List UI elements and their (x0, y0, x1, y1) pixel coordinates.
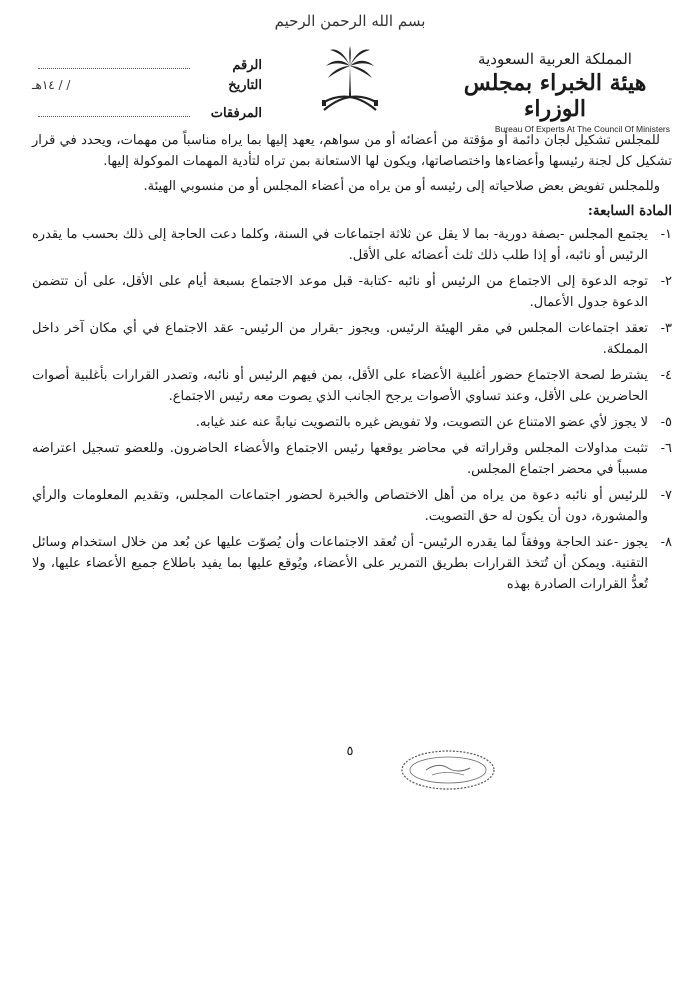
item-text: توجه الدعوة إلى الاجتماع من الرئيس أو نائبه -كتابة- قبل موعد الاجتماع بسبعة أيام على الأقل، على أن تتضمن الدعوة جدول الأعمال. (32, 274, 648, 310)
ref-number-label: الرقم (232, 58, 262, 73)
paragraph: للمجلس تشكيل لجان دائمة أو مؤقتة من أعضائه أو من سواهم، يعهد إليها بما يراه مناسباً من مهمات، ويحدد في قرار تشكيل كل لجنة رئيسها وأعضاءها واختصاصاتها، ويكون لها الاستعانة بمن تراه لتأدية المهمات الموكولة إليها. (32, 133, 672, 169)
item-text: يجتمع المجلس -بصفة دورية- بما لا يقل عن ثلاثة اجتماعات في السنة، وكلما دعت الحاجة إلى ذلك بحسب ما يقدره الرئيس أو نائبه، أو إذا طلب ذلك ثلث أعضائه على الأقل. (32, 227, 648, 263)
item-number: ٦- (660, 441, 672, 456)
ref-number-blank (38, 54, 190, 69)
list-item (32, 365, 672, 407)
official-stamp-icon (398, 748, 498, 792)
list-item (32, 318, 672, 360)
ref-attachments-blank (38, 102, 190, 117)
item-text: تثبت مداولات المجلس وقراراته في محاضر يوقعها رئيس الاجتماع والأعضاء الحاضرون. وللعضو تسجيل اعتراضه مسبباً في محضر اجتماع المجلس. (32, 441, 648, 477)
ref-attachments-label: المرفقات (210, 106, 262, 121)
ref-date-value: / / ١٤هـ (32, 78, 71, 92)
ref-number-row (32, 54, 262, 78)
saudi-emblem-icon (318, 44, 382, 116)
item-text: لا يجوز لأي عضو الامتناع عن التصويت، ولا تفويض غيره بالتصويت نيابةً عنه عند غيابه. (195, 415, 648, 430)
list-item (32, 224, 672, 266)
item-number: ١- (660, 227, 672, 242)
item-text: للرئيس أو نائبه دعوة من يراه من أهل الاختصاص والخبرة لحضور اجتماعات المجلس، وتقديم المعلومات والرأي والمشورة، دون أن يكون له حق التصويت. (32, 488, 648, 524)
organization-letterhead (440, 50, 670, 134)
list-item (32, 532, 672, 595)
ref-attachments-row (32, 102, 262, 126)
ref-date-row (32, 78, 262, 102)
item-number: ٥- (660, 415, 672, 430)
paragraph: وللمجلس تفويض بعض صلاحياته إلى رئيسه أو من يراه من أعضاء المجلس أو من منسوبي الهيئة. (143, 179, 660, 194)
item-text: يجوز -عند الحاجة ووفقاً لما يقدره الرئيس- أن تُعقد الاجتماعات وأن يُصوّت عليها عن بُعد من خلال استخدام وسائل التقنية. ويمكن أن تُتخذ القرارات بطريق التمرير على الأعضاء، ويُوقع عليها بما يفيد باطلاع جميع الأعضاء عليها، ولا تُعدُّ القرارات الصادرة بهذه (32, 535, 648, 592)
bureau-name-english: Bureau Of Experts At The Council Of Ministers (494, 124, 670, 134)
list-item (32, 438, 672, 480)
ref-date-label: التاريخ (228, 78, 262, 93)
item-text: تعقد اجتماعات المجلس في مقر الهيئة الرئيس. ويجوز -بقرار من الرئيس- عقد الاجتماع في أي مكان آخر داخل المملكة. (32, 321, 648, 357)
item-number: ٨- (660, 535, 672, 550)
bureau-name-arabic: هيئة الخبراء بمجلس الوزراء (463, 70, 647, 122)
item-number: ٧- (660, 488, 672, 503)
item-number: ٢- (660, 274, 672, 289)
list-item (32, 412, 672, 433)
basmala-calligraphy: بسم الله الرحمن الرحيم (274, 12, 426, 30)
item-text: يشترط لصحة الاجتماع حضور أغلبية الأعضاء على الأقل، بمن فيهم الرئيس أو نائبه، وتصدر القرارات بأغلبية أصوات الحاضرين على الأقل، وعند تساوي الأصوات يرجح الجانب الذي يصوت معه رئيس الاجتماع. (32, 368, 648, 404)
page-number: ٥ (346, 744, 354, 759)
item-number: ٣- (660, 321, 672, 336)
reference-block (32, 54, 262, 126)
document-body (32, 130, 672, 600)
item-number: ٤- (660, 368, 672, 383)
list-item (32, 485, 672, 527)
list-item (32, 271, 672, 313)
article-heading: المادة السابعة: (587, 203, 672, 219)
kingdom-name: المملكة العربية السعودية (478, 50, 632, 68)
